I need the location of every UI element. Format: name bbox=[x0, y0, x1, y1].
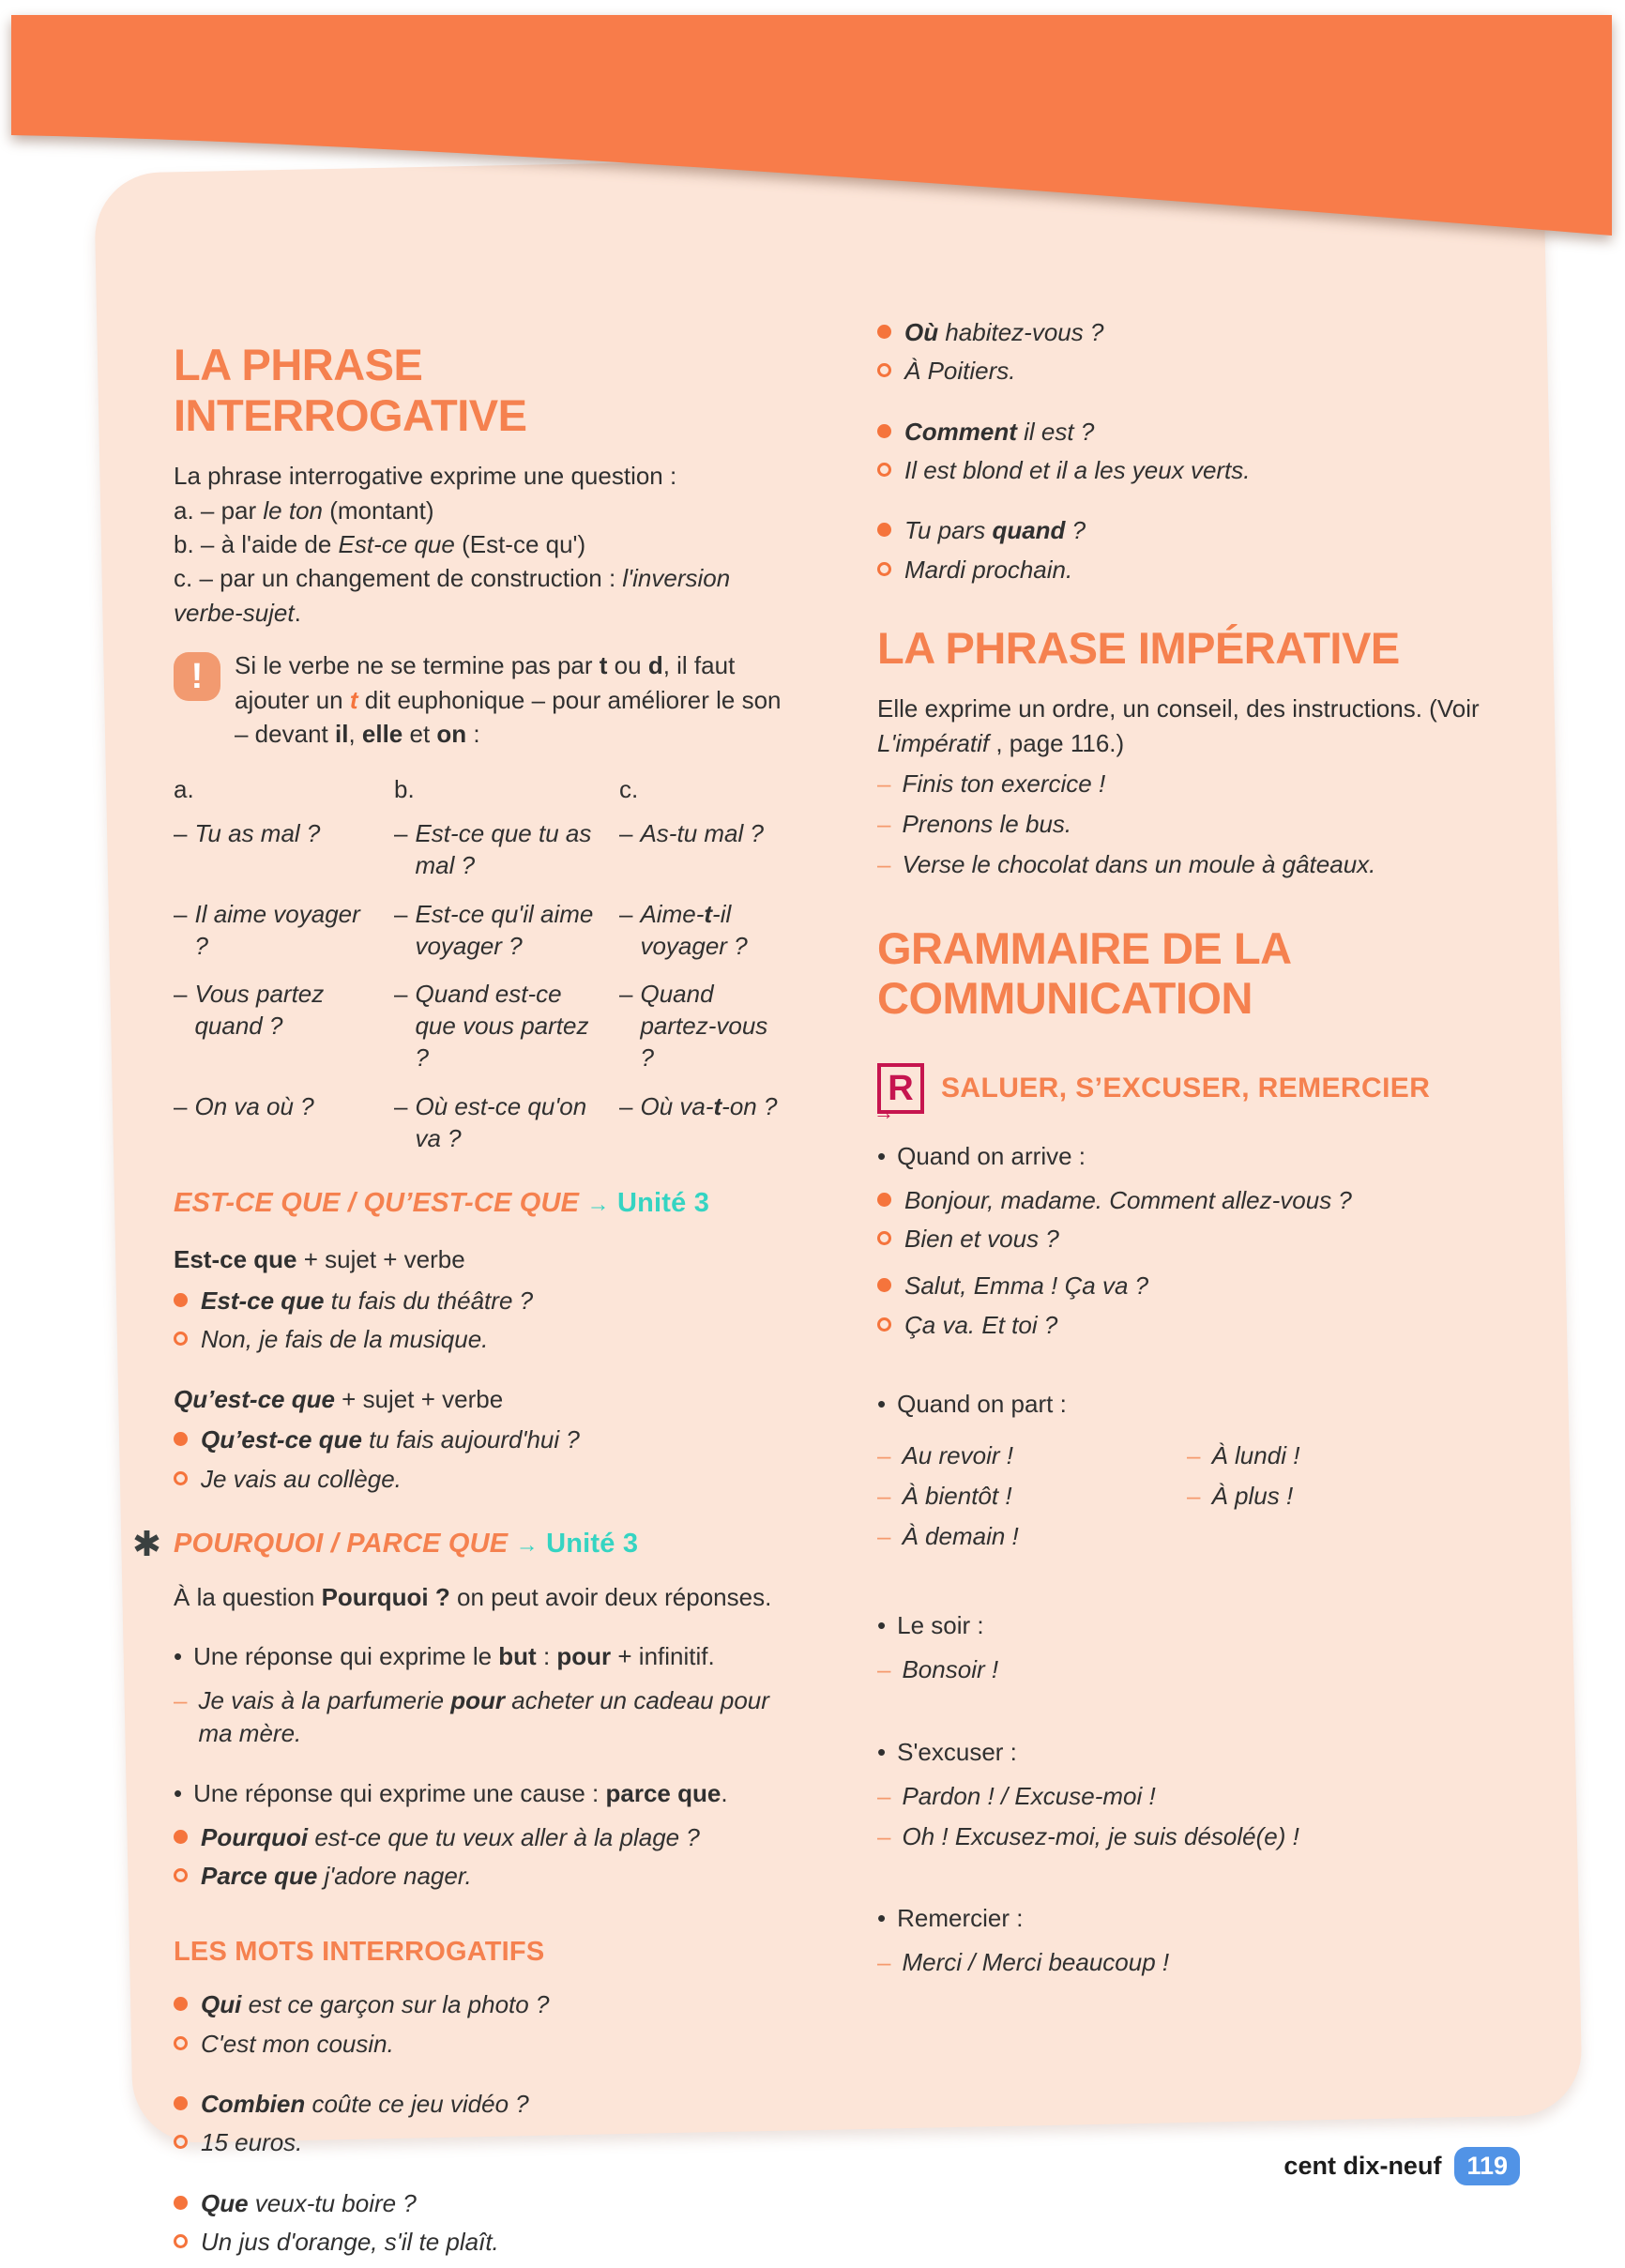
dash-marker: – bbox=[619, 1091, 633, 1120]
saluer-section-heading bbox=[873, 1063, 1482, 1124]
block-heading-soir: • Le soir : bbox=[877, 1609, 1482, 1642]
unit-reference-tag: → Unité 3 bbox=[515, 1528, 639, 1559]
top-banner bbox=[11, 15, 1612, 297]
qa-pair bbox=[174, 2187, 802, 2259]
question-text: Où habitez-vous ? bbox=[904, 318, 1104, 346]
question-text: Pourquoi est-ce que tu veux aller à la plage ? bbox=[201, 1822, 700, 1851]
saluer-section-title: SALUER, S’EXCUSER, REMERCIER bbox=[941, 1072, 1431, 1104]
dash-marker: – bbox=[877, 1781, 891, 1810]
dash-marker: – bbox=[877, 1947, 891, 1976]
arrow-icon: → bbox=[515, 1531, 539, 1558]
dash-marker: – bbox=[174, 819, 188, 848]
dash-marker: – bbox=[174, 899, 188, 928]
dash-marker: – bbox=[877, 1821, 891, 1850]
dash-marker: – bbox=[619, 819, 633, 848]
farewell-item: – À bientôt ! bbox=[877, 1480, 1187, 1513]
example-cell: – Quand partez-vous ? bbox=[619, 979, 783, 1073]
question-bullet bbox=[877, 1278, 891, 1292]
question-line bbox=[174, 1821, 802, 1853]
question-text: Comment il est ? bbox=[904, 417, 1095, 446]
imperative-example: – Prenons le bus. bbox=[877, 808, 1482, 841]
question-line bbox=[877, 1184, 1482, 1216]
answer-bullet bbox=[877, 363, 891, 377]
block-heading-arrive: • Quand on arrive : bbox=[877, 1140, 1482, 1173]
answer-text: Non, je fais de la musique. bbox=[201, 1324, 489, 1353]
warning-note bbox=[174, 648, 802, 751]
example-cell: – Vous partez quand ? bbox=[174, 979, 380, 1073]
example-cell: – Tu as mal ? bbox=[174, 818, 380, 882]
answer-bullet bbox=[174, 2036, 188, 2050]
question-bullet bbox=[174, 2196, 188, 2210]
question-bullet bbox=[174, 1830, 188, 1844]
example-cell: – Est-ce qu'il aime voyager ? bbox=[394, 899, 605, 963]
answer-text: Je vais au collège. bbox=[201, 1464, 402, 1493]
question-text: Que veux-tu boire ? bbox=[201, 2188, 417, 2217]
answer-line bbox=[174, 2226, 802, 2258]
right-column bbox=[873, 310, 1482, 1986]
dash-marker: – bbox=[394, 1091, 408, 1120]
qa-pair bbox=[174, 1821, 802, 1893]
qa-pair bbox=[877, 416, 1482, 487]
answer-text: C'est mon cousin. bbox=[201, 2029, 394, 2058]
soir-item: – Bonsoir ! bbox=[877, 1653, 1482, 1686]
dash-marker: – bbox=[877, 850, 891, 879]
thanks-item: – Merci / Merci beaucoup ! bbox=[877, 1946, 1482, 1979]
question-line bbox=[877, 514, 1482, 546]
dash-marker: – bbox=[394, 819, 408, 848]
example-cell: – Est-ce que tu as mal ? bbox=[394, 818, 605, 882]
answer-line bbox=[174, 2028, 802, 2060]
farewell-column-left bbox=[877, 1432, 1187, 1560]
answer-bullet bbox=[174, 2135, 188, 2149]
question-text: Combien coûte ce jeu vidéo ? bbox=[201, 2089, 529, 2118]
question-bullet bbox=[877, 523, 891, 537]
page-title-interrogative: LA PHRASE INTERROGATIVE bbox=[174, 340, 527, 440]
qa-pair bbox=[174, 2088, 802, 2159]
column-header-a: a. bbox=[174, 775, 194, 804]
qa-pair bbox=[877, 514, 1482, 586]
answer-text: Bien et vous ? bbox=[904, 1225, 1059, 1254]
farewell-column-right bbox=[1187, 1432, 1482, 1560]
answer-bullet bbox=[174, 2234, 188, 2248]
subheading-est-ce-que: EST-CE QUE / QU’EST-CE QUE → Unité 3 bbox=[174, 1188, 710, 1219]
dash-marker: – bbox=[174, 980, 188, 1009]
example-cell: – On va où ? bbox=[174, 1091, 380, 1155]
answer-bullet bbox=[877, 1231, 891, 1245]
imperative-example: – Verse le chocolat dans un moule à gâteaux. bbox=[877, 848, 1482, 881]
dash-marker: – bbox=[877, 1482, 891, 1511]
answer-line bbox=[877, 554, 1482, 586]
answer-text: Mardi prochain. bbox=[904, 555, 1073, 584]
question-text: Salut, Emma ! Ça va ? bbox=[904, 1271, 1149, 1301]
bullet-point: • Une réponse qui exprime une cause : parce que. bbox=[174, 1777, 802, 1810]
page-number-badge: 119 bbox=[1454, 2147, 1520, 2185]
warning-icon bbox=[174, 652, 220, 701]
dash-marker: – bbox=[394, 980, 408, 1009]
example-cell: – As-tu mal ? bbox=[619, 818, 783, 882]
dot-marker: • bbox=[174, 1642, 183, 1671]
farewell-item: – À demain ! bbox=[877, 1520, 1187, 1553]
example-cell: – Aime-t-il voyager ? bbox=[619, 899, 783, 963]
page-footer bbox=[1283, 2147, 1520, 2185]
bullet-point: • Une réponse qui exprime le but : pour + infinitif. bbox=[174, 1640, 802, 1673]
example-cell: – Quand est-ce que vous partez ? bbox=[394, 979, 605, 1073]
question-line bbox=[877, 316, 1482, 348]
question-bullet bbox=[174, 1432, 188, 1446]
dash-marker: – bbox=[1187, 1482, 1201, 1511]
qa-pair bbox=[174, 1423, 802, 1495]
answer-text: Un jus d'orange, s'il te plaît. bbox=[201, 2227, 499, 2256]
question-bullet bbox=[877, 424, 891, 438]
answer-line bbox=[174, 1323, 802, 1355]
dot-marker: • bbox=[174, 1778, 183, 1807]
question-bullet bbox=[174, 2096, 188, 2110]
imperative-example: – Finis ton exercice ! bbox=[877, 768, 1482, 800]
question-text: Qui est ce garçon sur la photo ? bbox=[201, 1990, 550, 2019]
exclamation-glyph: ! bbox=[190, 656, 204, 696]
dash-marker: – bbox=[877, 769, 891, 799]
question-line bbox=[174, 2088, 802, 2120]
answer-text: Parce que j'adore nager. bbox=[201, 1861, 472, 1890]
answer-line bbox=[877, 1309, 1482, 1341]
answer-line bbox=[174, 2126, 802, 2158]
question-bullet bbox=[877, 325, 891, 339]
question-line bbox=[174, 2187, 802, 2219]
question-line bbox=[174, 1988, 802, 2020]
dash-marker: – bbox=[174, 1091, 188, 1120]
block-heading-remercier: • Remercier : bbox=[877, 1902, 1482, 1935]
dot-marker: • bbox=[877, 1903, 887, 1932]
qa-pair bbox=[174, 1285, 802, 1356]
farewell-item: – À plus ! bbox=[1187, 1480, 1482, 1513]
excuse-item: – Oh ! Excusez-moi, je suis désolé(e) ! bbox=[877, 1820, 1482, 1853]
example-sentence: – Je vais à la parfumerie pour acheter un cadeau pour ma mère. bbox=[174, 1684, 802, 1750]
farewell-columns bbox=[877, 1432, 1482, 1560]
grammar-rule: Est-ce que + sujet + verbe bbox=[174, 1245, 465, 1274]
reference-letter: R bbox=[888, 1068, 914, 1108]
answer-line bbox=[877, 454, 1482, 486]
column-header-c: c. bbox=[619, 775, 639, 804]
farewell-item: – Au revoir ! bbox=[877, 1439, 1187, 1472]
excuse-item: – Pardon ! / Excuse-moi ! bbox=[877, 1780, 1482, 1813]
answer-text: Il est blond et il a les yeux verts. bbox=[904, 455, 1251, 484]
answer-bullet bbox=[174, 1868, 188, 1882]
intro-line-b: b. – à l'aide de Est-ce que (Est-ce qu') bbox=[174, 529, 586, 558]
examples-table bbox=[174, 777, 802, 1154]
dash-marker: – bbox=[877, 1522, 891, 1551]
question-bullet bbox=[174, 1293, 188, 1307]
intro-line: La phrase interrogative exprime une question : bbox=[174, 462, 677, 491]
qa-pair bbox=[877, 1270, 1482, 1341]
dash-marker: – bbox=[877, 1655, 891, 1684]
footer-label: cent dix-neuf bbox=[1283, 2152, 1442, 2180]
qa-pair bbox=[174, 1988, 802, 2060]
answer-line bbox=[877, 1223, 1482, 1255]
dash-marker: – bbox=[619, 980, 633, 1009]
question-bullet bbox=[174, 1997, 188, 2011]
reference-icon bbox=[873, 1063, 924, 1124]
example-cell: – Où est-ce qu'on va ? bbox=[394, 1091, 605, 1155]
answer-bullet bbox=[877, 1317, 891, 1332]
dot-marker: • bbox=[877, 1611, 887, 1640]
dash-marker: – bbox=[877, 1441, 891, 1470]
subheading-mots-interrogatifs: LES MOTS INTERROGATIFS bbox=[174, 1937, 545, 1968]
question-text: Est-ce que tu fais du théâtre ? bbox=[201, 1286, 534, 1315]
answer-text: 15 euros. bbox=[201, 2128, 303, 2157]
answer-text: Ça va. Et toi ? bbox=[904, 1310, 1058, 1339]
answer-bullet bbox=[877, 562, 891, 576]
warning-text: Si le verbe ne se termine pas par t ou d, il faut ajouter un t dit euphonique – pour améliorer le son – devant il, elle et on : bbox=[235, 651, 782, 748]
page-title-grammaire-communication: GRAMMAIRE DE LA COMMUNICATION bbox=[877, 922, 1290, 1024]
answer-line bbox=[174, 1860, 802, 1892]
reference-arrow-icon: → bbox=[873, 1100, 894, 1124]
answer-line bbox=[877, 355, 1482, 387]
answer-text: À Poitiers. bbox=[904, 357, 1016, 386]
usage-note: À la question Pourquoi ? on peut avoir deux réponses. bbox=[174, 1582, 772, 1611]
grammar-rule: Qu’est-ce que + sujet + verbe bbox=[174, 1385, 504, 1414]
farewell-item: – À lundi ! bbox=[1187, 1439, 1482, 1472]
example-cell: – Où va-t-on ? bbox=[619, 1091, 783, 1155]
unit-reference-tag: → Unité 3 bbox=[586, 1188, 710, 1219]
dash-marker: – bbox=[394, 899, 408, 928]
question-line bbox=[877, 416, 1482, 448]
star-icon: ✱ bbox=[132, 1524, 162, 1563]
page-title-imperative: LA PHRASE IMPÉRATIVE bbox=[877, 622, 1400, 673]
subheading-pourquoi: ✱ POURQUOI / PARCE QUE → Unité 3 bbox=[132, 1524, 639, 1563]
dot-marker: • bbox=[877, 1390, 887, 1419]
question-line bbox=[174, 1423, 802, 1455]
answer-bullet bbox=[174, 1332, 188, 1346]
example-cell: – Il aime voyager ? bbox=[174, 899, 380, 963]
block-heading-excuser: • S'excuser : bbox=[877, 1736, 1482, 1769]
dash-marker: – bbox=[1187, 1441, 1201, 1470]
question-line bbox=[174, 1285, 802, 1317]
arrow-icon: → bbox=[586, 1192, 610, 1218]
dash-marker: – bbox=[619, 899, 633, 928]
intro-line-a: a. – par le ton (montant) bbox=[174, 495, 434, 525]
question-text: Qu’est-ce que tu fais aujourd'hui ? bbox=[201, 1425, 580, 1454]
answer-bullet bbox=[877, 463, 891, 477]
dash-marker: – bbox=[877, 810, 891, 839]
qa-pair bbox=[877, 316, 1482, 388]
dot-marker: • bbox=[877, 1141, 887, 1170]
left-column bbox=[132, 340, 802, 2268]
imperative-description: Elle exprime un ordre, un conseil, des instructions. (Voir L'impératif , page 116.) bbox=[877, 694, 1480, 757]
column-header-b: b. bbox=[394, 775, 415, 804]
block-heading-part: • Quand on part : bbox=[877, 1388, 1482, 1421]
question-text: Tu pars quand ? bbox=[904, 516, 1086, 545]
dash-marker: – bbox=[174, 1686, 188, 1715]
question-bullet bbox=[877, 1193, 891, 1207]
answer-line bbox=[174, 1463, 802, 1495]
intro-line-c: c. – par un changement de construction : l'inversion verbe-sujet. bbox=[174, 564, 731, 627]
answer-bullet bbox=[174, 1471, 188, 1485]
question-line bbox=[877, 1270, 1482, 1301]
question-text: Bonjour, madame. Comment allez-vous ? bbox=[904, 1185, 1352, 1214]
qa-pair bbox=[877, 1184, 1482, 1256]
dot-marker: • bbox=[877, 1737, 887, 1766]
